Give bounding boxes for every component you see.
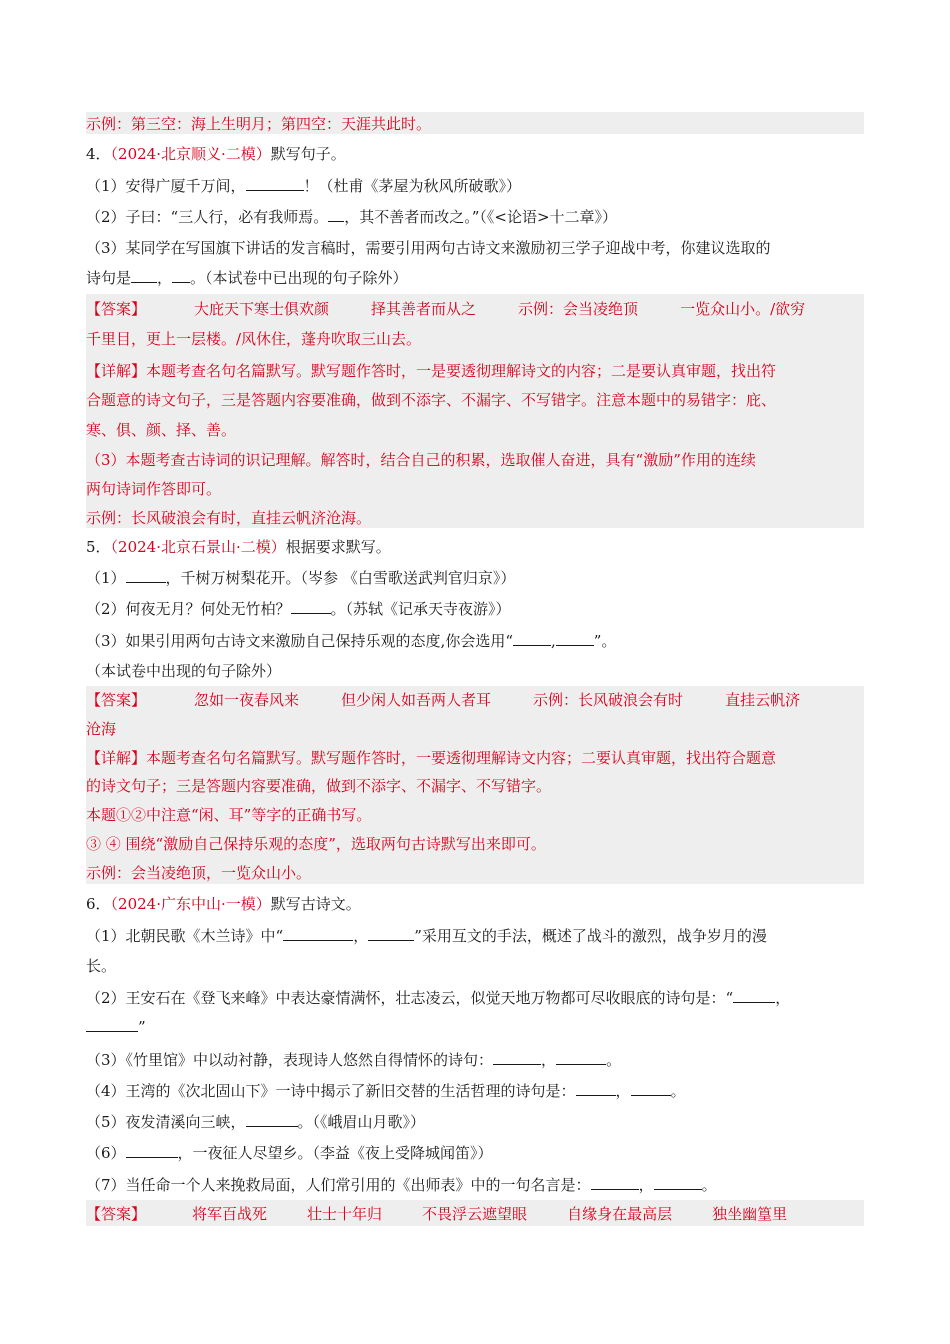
q4-detail-6: 示例：长风破浪会有时，直挂云帆济沧海。: [86, 509, 372, 527]
q6-number: 6．: [86, 895, 111, 913]
q6-header: [86, 894, 864, 914]
q6-item-2-line2: ”: [86, 1017, 864, 1037]
answer-label: 【答案】: [86, 300, 147, 318]
q5-stem: 根据要求默写。: [285, 538, 391, 556]
q4-detail-2: 合题意的诗文句子，三是答题内容要准确，做到不添字、不漏字、不写错字。注意本题中的易错字：庇、: [86, 391, 777, 409]
q5-answer-line2: 沧海: [86, 720, 117, 738]
q4-stem: 默写句子。: [270, 145, 346, 163]
q4-detail-4: （3）本题考查古诗词的识记理解。解答时，结合自己的积累，选取催人奋进，具有“激励”作用的连续: [86, 451, 756, 469]
q5-note: （本试卷中出现的句子除外）: [86, 662, 282, 680]
q6-item-1: （1）北朝民歌《木兰诗》中“ ， ”采用互文的手法，概述了战斗的激烈，战争岁月的漫: [86, 927, 767, 945]
detail-label: 【详解】: [86, 362, 147, 380]
blank: [131, 268, 157, 283]
q3-example: 示例：第三空：海上生明月；第四空：天涯共此时。: [86, 115, 432, 133]
q5-number: 5．: [86, 538, 111, 556]
blank: [493, 1050, 541, 1065]
blank: [556, 1050, 606, 1065]
blank: [246, 1112, 298, 1127]
q5-detail-4: ③ ④ 围绕“激励自己保持乐观的态度”，选取两句古诗默写出来即可。: [86, 835, 546, 853]
q5-detail-2: 的诗文句子；三是答题内容要准确，做到不添字、不漏字、不写错字。: [86, 777, 552, 795]
q6-answer: 【答案】 将军百战死 壮士十年归 不畏浮云遮望眼 自缘身在最高层 独坐幽篁里: [86, 1205, 788, 1223]
detail-label: 【详解】: [86, 749, 147, 767]
blank: [172, 268, 190, 283]
blank: [86, 1017, 138, 1032]
q4-item-3-line2: 诗句是 ， 。（本试卷中已出现的句子除外）: [86, 269, 408, 287]
q5-detail-3: 本题①②中注意“闲、耳”等字的正确书写。: [86, 806, 372, 824]
blank: [513, 631, 551, 646]
blank: [631, 1081, 671, 1096]
blank: [126, 568, 166, 583]
blank: [291, 599, 331, 614]
blank: [556, 631, 594, 646]
q4-detail-5: 两句诗词作答即可。: [86, 480, 222, 498]
q5-detail-5: 示例：会当凌绝顶，一览众山小。: [86, 864, 312, 882]
blank: [576, 1081, 616, 1096]
q5-item-1: （1） ，千树万树梨花开。（岑参 《白雪歌送武判官归京》）: [86, 569, 516, 587]
q4-answer: 【答案】 大庇天下寒士俱欢颜 择其善者而从之 示例：会当凌绝顶 一览众山小。/欲穷: [86, 300, 806, 318]
blank: [283, 926, 353, 941]
q6-item-7: （7）当任命一个人来挽救局面，人们常引用的《出师表》中的一句名言是： ， 。: [86, 1176, 717, 1194]
q4-item-2: （2）子曰：“三人行，必有我师焉。 ，其不善者而改之。”（《<论语>十二章》）: [86, 208, 618, 226]
q6-item-1-line2: 长。: [86, 957, 117, 975]
blank: [654, 1175, 702, 1190]
q5-header: [86, 537, 864, 557]
q5-item-2: （2）何夜无月？何处无竹柏？ 。（苏轼《记承天寺夜游》）: [86, 600, 511, 618]
q6-source: （2024·广东中山·一模）: [110, 895, 271, 913]
blank: [126, 1143, 178, 1158]
q4-number: 4．: [86, 145, 111, 163]
q6-item-3: （3）《竹里馆》中以动衬静，表现诗人悠然自得情怀的诗句： ， 。: [86, 1051, 622, 1069]
q6-item-2: （2）王安石在《登飞来峰》中表达豪情满怀，壮志凌云，似觉天地万物都可尽收眼底的诗句是：“ ，: [86, 989, 791, 1007]
q4-detail-1: 【详解】本题考查名句名篇默写。默写题作答时，一是要透彻理解诗文的内容；二是要认真审题，找出符: [86, 362, 777, 380]
q4-answer-line2: 千里目，更上一层楼。/风休住，蓬舟吹取三山去。: [86, 330, 422, 348]
q4-item-3-line1: （3）某同学在写国旗下讲话的发言稿时，需要引用两句古诗文来激励初三学子迎战中考，你建议选取的: [86, 239, 771, 257]
q6-stem: 默写古诗文。: [270, 895, 361, 913]
q5-answer: 【答案】 忽如一夜春风来 但少闲人如吾两人者耳 示例：长风破浪会有时 直挂云帆济: [86, 691, 801, 709]
q6-item-4: （4）王湾的《次北固山下》一诗中揭示了新旧交替的生活哲理的诗句是： ， 。: [86, 1082, 686, 1100]
q4-item-1: （1）安得广厦千万间， ！（杜甫《茅屋为秋风所破歌》）: [86, 177, 522, 195]
answer-label: 【答案】: [86, 691, 147, 709]
blank: [246, 176, 304, 191]
q4-source: （2024·北京顺义·二模）: [110, 145, 271, 163]
q5-source: （2024·北京石景山·二模）: [110, 538, 286, 556]
answer-label: 【答案】: [86, 1205, 147, 1223]
blank: [733, 988, 775, 1003]
blank: [368, 926, 414, 941]
q5-item-3: （3）如果引用两句古诗文来激励自己保持乐观的态度,你会选用“ , ”。: [86, 632, 617, 650]
q6-item-6: （6） ，一夜征人尽望乡。（李益《夜上受降城闻笛》）: [86, 1144, 493, 1162]
q4-detail-3: 寒、俱、颜、择、善。: [86, 421, 237, 439]
blank: [591, 1175, 639, 1190]
q5-detail-1: 【详解】本题考查名句名篇默写。默写题作答时，一要透彻理解诗文内容；二要认真审题，找出符合题意: [86, 749, 777, 767]
blank: [328, 207, 344, 222]
q6-item-5: （5）夜发清溪向三峡， 。（《峨眉山月歌》）: [86, 1113, 426, 1131]
q4-header: [86, 144, 864, 164]
